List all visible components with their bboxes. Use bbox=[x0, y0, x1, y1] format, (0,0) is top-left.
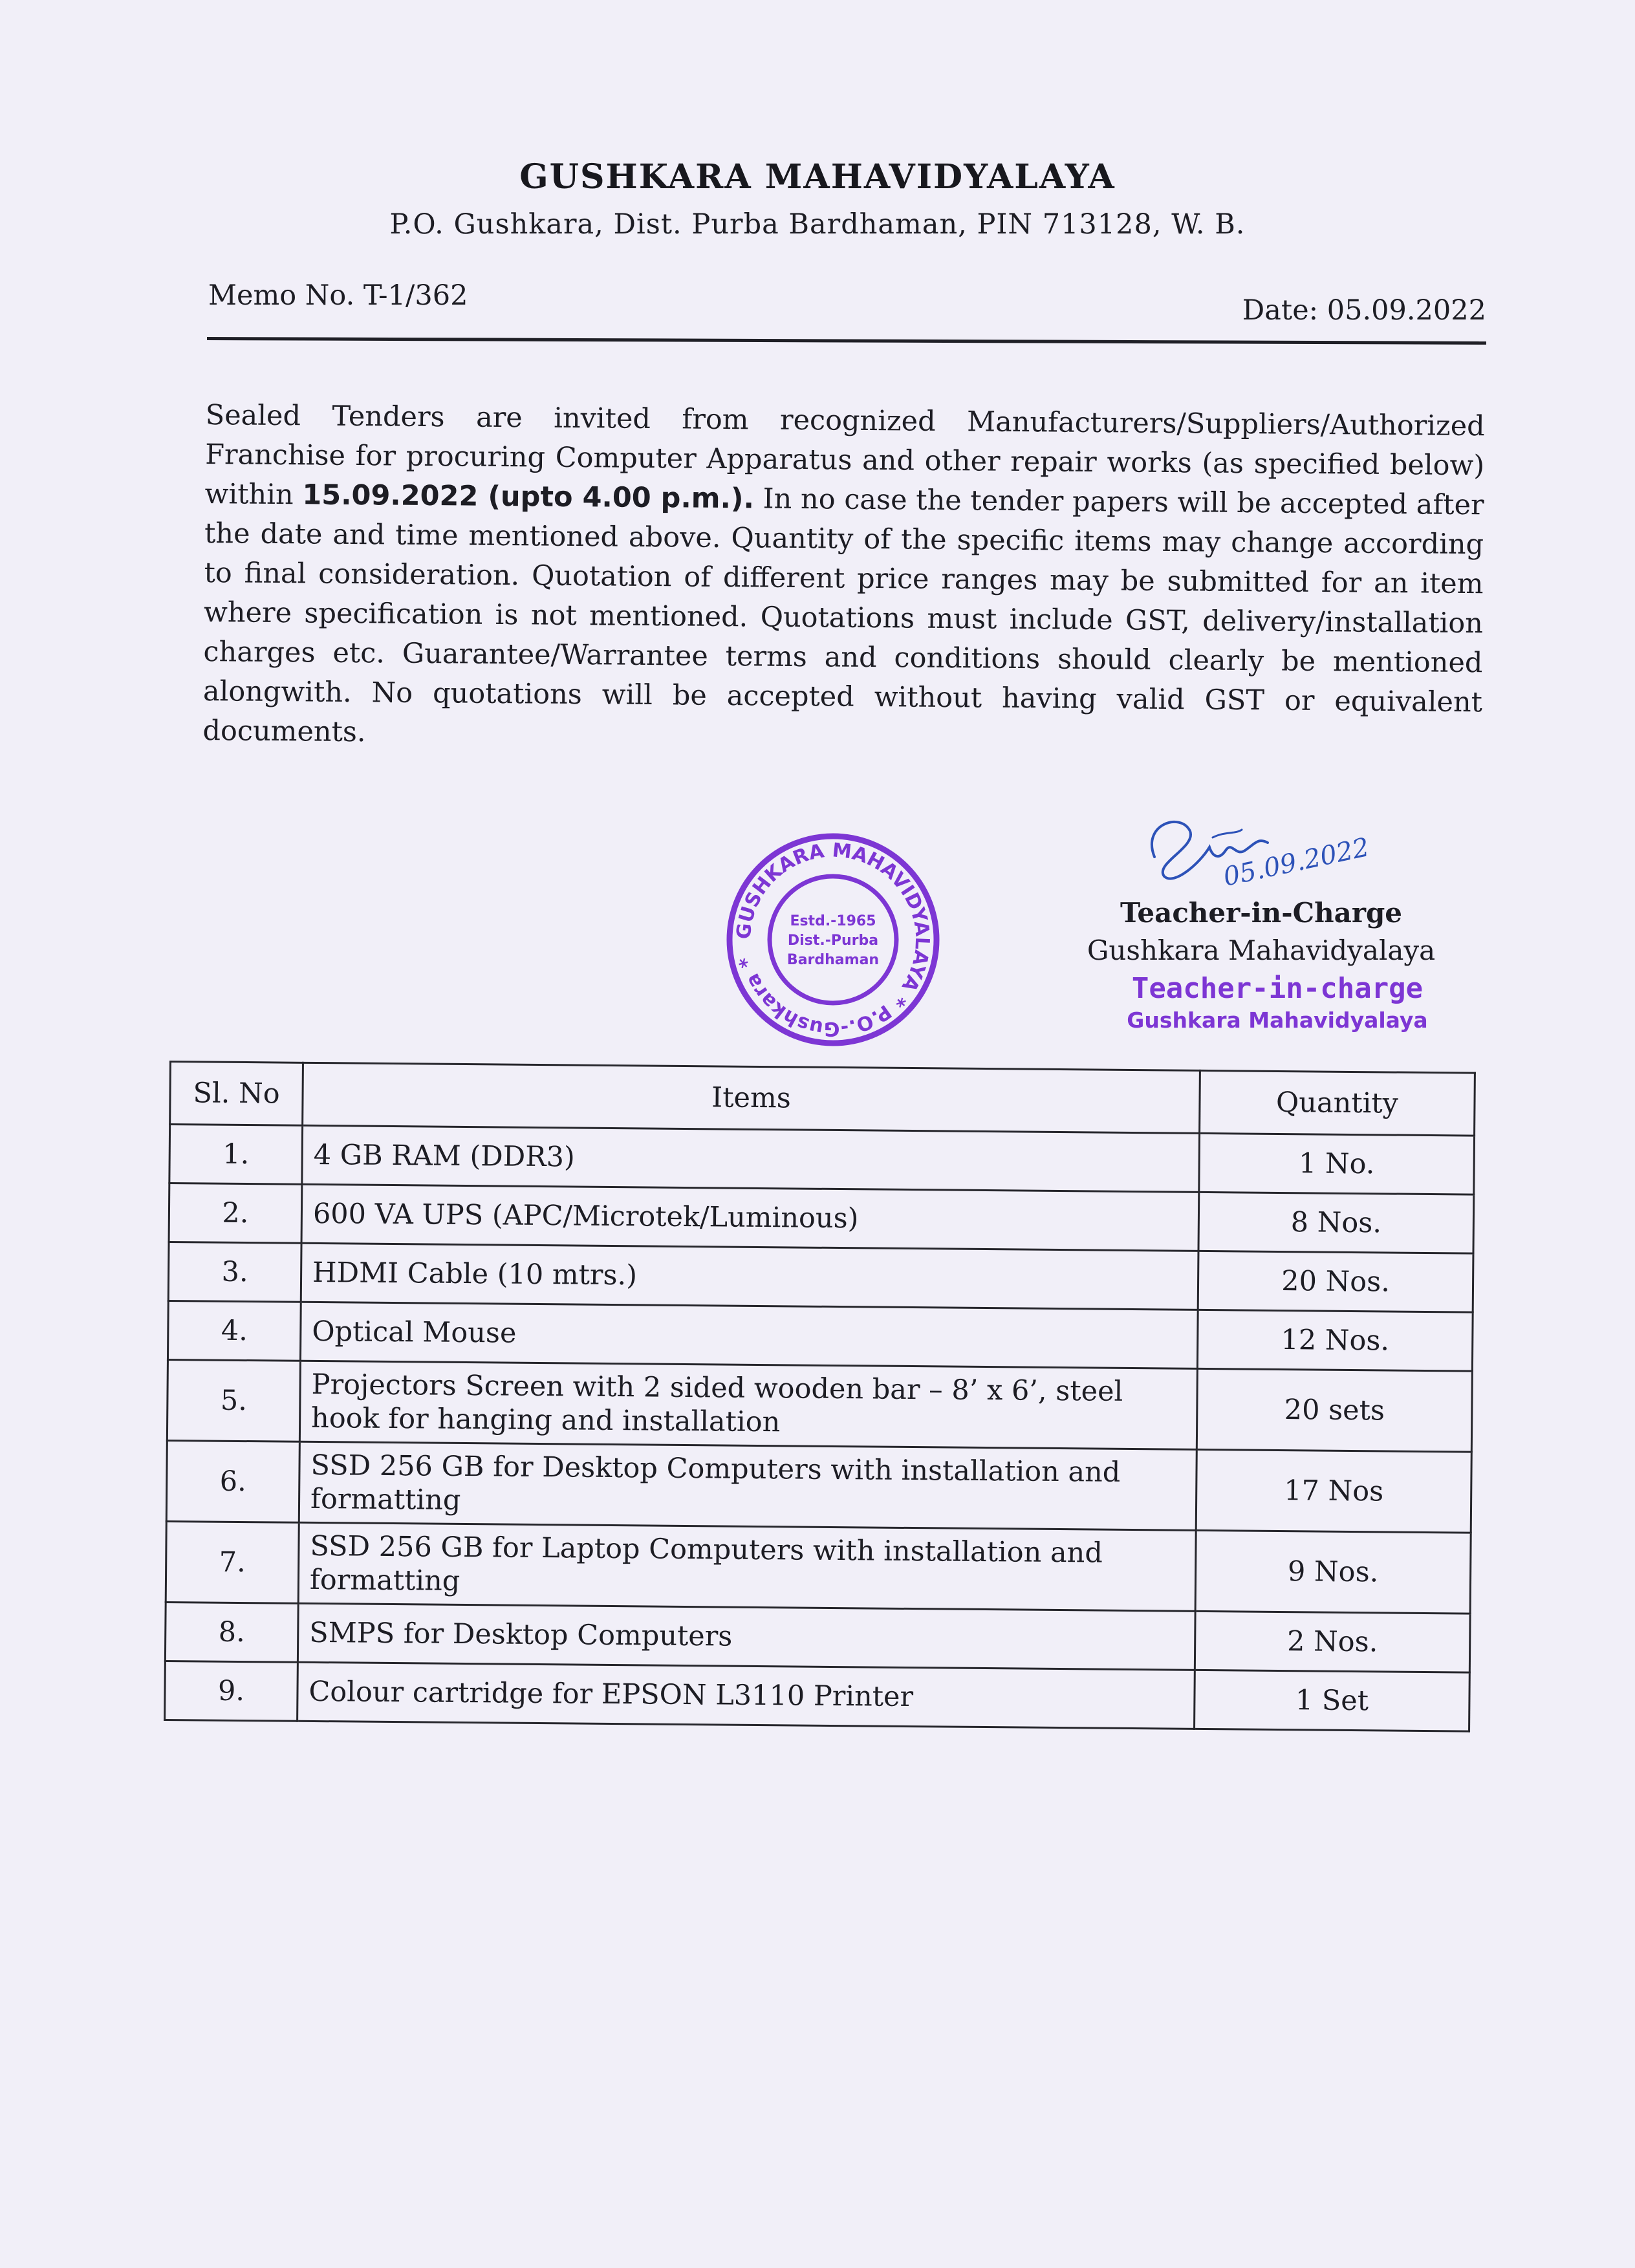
stamp-line1: Teacher-in-charge bbox=[1131, 972, 1424, 1005]
memo-date: Date: 05.09.2022 bbox=[1242, 294, 1486, 327]
designation-stamp bbox=[1116, 970, 1439, 1033]
table-row bbox=[168, 1301, 1473, 1371]
notice-deadline: 15.09.2022 (upto 4.00 p.m.). bbox=[302, 479, 755, 515]
row-sl: 5. bbox=[167, 1359, 300, 1442]
notice-body bbox=[202, 396, 1485, 762]
row-item: Projectors Screen with 2 sided wooden bar – 8’ x 6’, steel hook for hanging and installation bbox=[299, 1361, 1197, 1449]
seal-line2: Dist.-Purba bbox=[787, 933, 879, 949]
header-divider bbox=[207, 337, 1486, 345]
row-item: 600 VA UPS (APC/Microtek/Luminous) bbox=[301, 1184, 1199, 1251]
row-sl: 2. bbox=[169, 1183, 302, 1244]
row-qty: 20 sets bbox=[1196, 1368, 1472, 1452]
row-sl: 8. bbox=[165, 1602, 298, 1662]
table-row bbox=[168, 1242, 1473, 1313]
handwritten-signature bbox=[1129, 786, 1452, 896]
notice-text-part2: In no case the tender papers will be accepted after the date and time mentioned above. Quantity of the specific items may change according to final consideration. Quotation of different price ranges may be submitted for an item where specification is not mentioned. Quotations must include GST, delivery/installation charges etc. Guarantee/Warrantee terms and conditions should clearly be mentioned alongwith. No quotations will be accepted without having valid GST or equivalent documents. bbox=[202, 482, 1484, 749]
table-row bbox=[169, 1183, 1474, 1254]
institution-seal bbox=[723, 830, 943, 1050]
memo-number: Memo No. T-1/362 bbox=[208, 279, 468, 312]
stamp-line2: Gushkara Mahavidyalaya bbox=[1127, 1008, 1428, 1033]
seal-line3: Bardhaman bbox=[786, 952, 880, 968]
signature-date: 05.09.2022 bbox=[1220, 832, 1372, 892]
table-row bbox=[169, 1125, 1475, 1195]
row-qty: 1 Set bbox=[1195, 1670, 1470, 1731]
row-sl: 6. bbox=[166, 1440, 299, 1522]
row-sl: 3. bbox=[168, 1242, 301, 1302]
institution-address: P.O. Gushkara, Dist. Purba Bardhaman, PIN 713128, W. B. bbox=[389, 208, 1246, 241]
row-sl: 7. bbox=[166, 1521, 299, 1603]
signatory-title: Teacher-in-Charge bbox=[1120, 897, 1403, 929]
table-row bbox=[166, 1521, 1471, 1614]
row-sl: 9. bbox=[165, 1661, 298, 1721]
row-qty: 9 Nos. bbox=[1195, 1530, 1471, 1614]
row-item: SMPS for Desktop Computers bbox=[298, 1603, 1195, 1670]
table-row bbox=[167, 1359, 1472, 1452]
seal-ring-text: GUSHKARA MAHAVIDYALAYA * P.O.-Gushkara * bbox=[732, 839, 934, 1041]
row-sl: 1. bbox=[169, 1125, 303, 1185]
header-quantity: Quantity bbox=[1200, 1070, 1475, 1136]
header-sl-no: Sl. No bbox=[170, 1062, 303, 1126]
row-item: SSD 256 GB for Desktop Computers with installation and formatting bbox=[299, 1442, 1196, 1530]
header-items: Items bbox=[303, 1063, 1200, 1133]
row-qty: 8 Nos. bbox=[1198, 1192, 1474, 1253]
seal-line1: Estd.-1965 bbox=[790, 913, 876, 929]
items-table bbox=[164, 1061, 1476, 1733]
row-qty: 17 Nos bbox=[1196, 1449, 1471, 1533]
row-item: 4 GB RAM (DDR3) bbox=[302, 1125, 1200, 1192]
row-sl: 4. bbox=[168, 1301, 301, 1361]
row-item: HDMI Cable (10 mtrs.) bbox=[301, 1243, 1198, 1310]
row-item: Optical Mouse bbox=[300, 1302, 1198, 1368]
row-qty: 1 No. bbox=[1199, 1133, 1475, 1194]
row-qty: 12 Nos. bbox=[1197, 1310, 1473, 1371]
table-row bbox=[165, 1661, 1470, 1731]
row-qty: 2 Nos. bbox=[1195, 1611, 1470, 1672]
signatory-block bbox=[1061, 894, 1462, 969]
signatory-institution: Gushkara Mahavidyalaya bbox=[1087, 934, 1436, 966]
row-item: Colour cartridge for EPSON L3110 Printer bbox=[298, 1662, 1195, 1729]
institution-title: GUSHKARA MAHAVIDYALAYA bbox=[519, 157, 1116, 197]
table-row bbox=[166, 1440, 1471, 1533]
row-qty: 20 Nos. bbox=[1198, 1251, 1473, 1312]
table-header-row bbox=[170, 1062, 1475, 1136]
table-row bbox=[165, 1602, 1470, 1672]
row-item: SSD 256 GB for Laptop Computers with installation and formatting bbox=[298, 1522, 1196, 1611]
notice-text-part1: Sealed Tenders are invited from recognized Manufacturers/Suppliers/Authorized Franchise for procuring Computer Apparatus and other repair works (as specified below) within bbox=[204, 398, 1485, 512]
